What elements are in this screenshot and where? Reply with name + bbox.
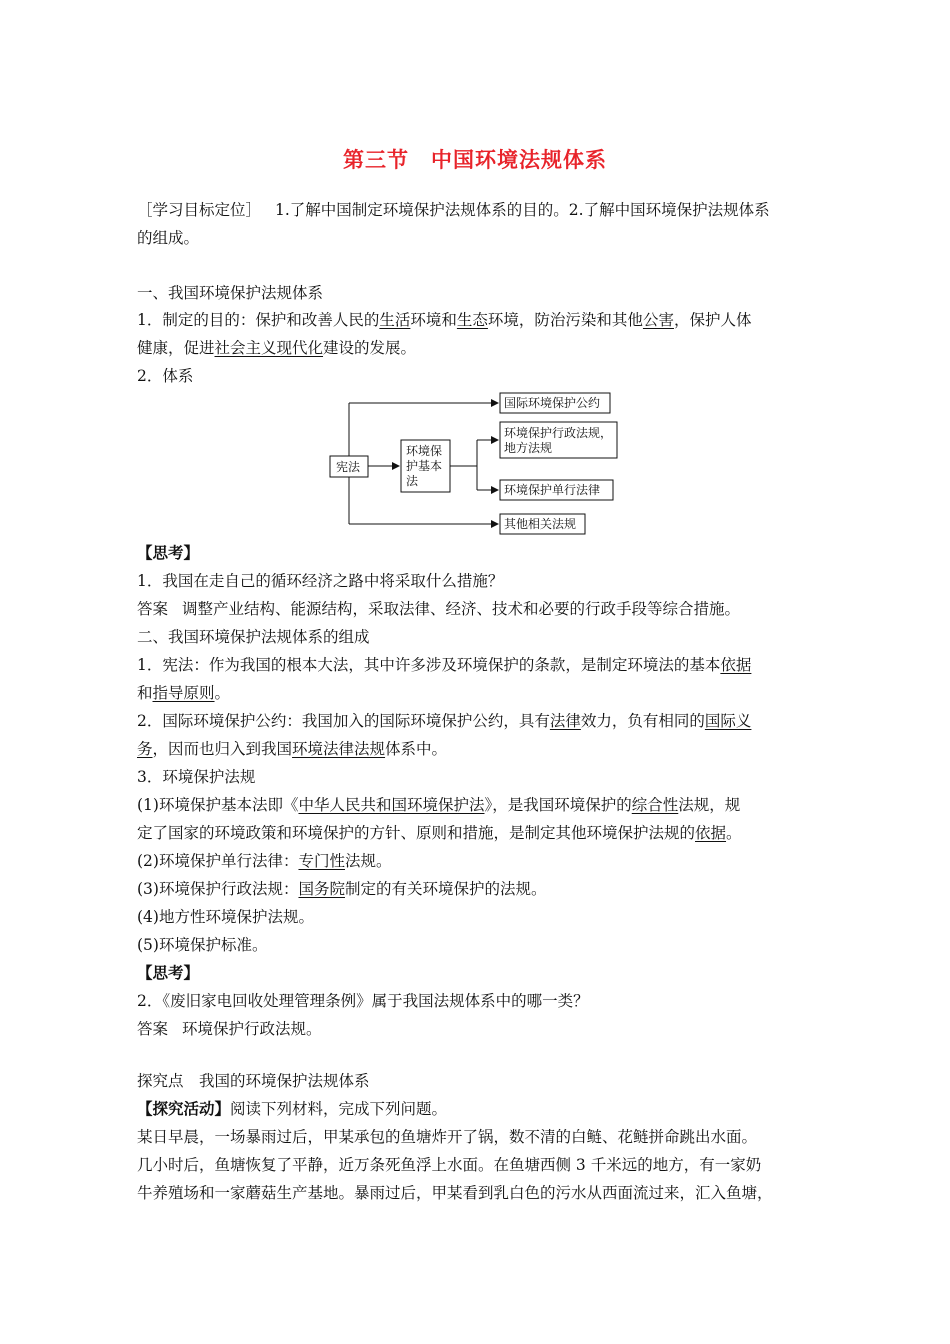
admin-regulation-label-2: 地方法规 xyxy=(504,441,553,455)
text-run: ，因而也归入到我国 xyxy=(152,740,293,758)
text-run: 。 xyxy=(214,684,231,702)
answer-blank: 生态 xyxy=(456,311,488,329)
think2-answer xyxy=(137,1019,827,1039)
text-run: (1)环境保护基本法即《 xyxy=(137,796,299,814)
item3 xyxy=(137,879,827,899)
explore-heading: 探究点 我国的环境保护法规体系 xyxy=(137,1072,370,1090)
single-law-label: 环境保护单行法律 xyxy=(504,483,601,497)
text-run: 环境，防治污染和其他 xyxy=(487,311,643,329)
answer-blank: 中华人民共和国环境保护法 xyxy=(298,796,485,814)
basic-law-label-1: 环境保 xyxy=(406,444,443,458)
section2-point1-line2 xyxy=(137,683,827,703)
think1-question: 1．我国在走自己的循环经济之路中将采取什么措施？ xyxy=(137,572,504,590)
item4: (4)地方性环境保护法规。 xyxy=(137,908,314,926)
text-run: (3)环境保护行政法规： xyxy=(137,880,299,898)
item2 xyxy=(137,851,827,871)
answer-label: 答案 xyxy=(137,1020,169,1038)
answer-text: 调整产业结构、能源结构，采取法律、经济、技术和必要的行政手段等综合措施。 xyxy=(182,600,741,618)
learning-goals-text: 1.了解中国制定环境保护法规体系的目的。2.了解中国环境保护法规体系 xyxy=(275,201,770,219)
section1-point1-line2 xyxy=(137,338,827,358)
think2-question: 2．《废旧家电回收处理管理条例》属于我国法规体系中的哪一类？ xyxy=(137,992,589,1010)
text-run: 1．宪法：作为我国的根本大法，其中许多涉及环境保护的条款，是制定环境法的基本 xyxy=(137,656,721,674)
text-run: 环境和 xyxy=(410,311,457,329)
admin-regulation-label-1: 环境保护行政法规， xyxy=(504,426,613,440)
text-run: 和 xyxy=(137,684,153,702)
answer-blank: 社会主义现代化 xyxy=(214,339,324,357)
answer-blank: 公害 xyxy=(642,311,674,329)
section1-point2: 2．体系 xyxy=(137,367,194,385)
answer-blank: 务 xyxy=(137,740,153,758)
section1-point1-line1 xyxy=(137,310,827,330)
material-line-1: 某日早晨，一场暴雨过后，甲某承包的鱼塘炸开了锅，数不清的白鲢、花鲢拼命跳出水面。 xyxy=(137,1128,758,1146)
answer-blank: 生活 xyxy=(379,311,411,329)
text-run: 效力，负有相同的 xyxy=(580,712,705,730)
text-run: 体系中。 xyxy=(385,740,448,758)
text-run: 法规。 xyxy=(344,852,392,870)
text-run: 法规，规 xyxy=(678,796,741,814)
text-run: 健康，促进 xyxy=(137,339,215,357)
item1-line2 xyxy=(137,823,827,843)
think1-label: 【思考】 xyxy=(137,544,200,562)
text-run: 》，是我国环境保护的 xyxy=(484,796,632,814)
section1-heading: 一、我国环境保护法规体系 xyxy=(137,284,324,302)
explore-activity xyxy=(137,1099,827,1119)
answer-blank: 法律 xyxy=(549,712,581,730)
learning-goals-line-1 xyxy=(137,200,827,220)
answer-blank: 指导原则 xyxy=(152,684,215,702)
answer-blank: 国际义 xyxy=(704,712,752,730)
material-line-3: 牛养殖场和一家蘑菇生产基地。暴雨过后，甲某看到乳白色的污水从西面流过来，汇入鱼塘， xyxy=(137,1184,773,1202)
answer-blank: 依据 xyxy=(720,656,752,674)
answer-blank: 专门性 xyxy=(298,852,345,870)
law-system-diagram xyxy=(320,388,630,538)
answer-text: 环境保护行政法规。 xyxy=(182,1020,322,1038)
section2-heading: 二、我国环境保护法规体系的组成 xyxy=(137,628,370,646)
item1-line1 xyxy=(137,795,827,815)
section2-point2-line2 xyxy=(137,739,827,759)
answer-blank: 综合性 xyxy=(631,796,679,814)
basic-law-label-2: 护基本 xyxy=(406,459,443,473)
think2-label: 【思考】 xyxy=(137,964,200,982)
page-title: 第三节 中国环境法规体系 xyxy=(343,148,607,172)
constitution-label: 宪法 xyxy=(336,460,361,474)
text-run: ，保护人体 xyxy=(673,311,752,329)
explore-activity-text: 阅读下列材料，完成下列问题。 xyxy=(230,1100,448,1118)
section2-point2-line1 xyxy=(137,711,827,731)
basic-law-label-3: 法 xyxy=(406,474,419,488)
think1-answer xyxy=(137,599,827,619)
item5: (5)环境保护标准。 xyxy=(137,936,268,954)
text-run: 1．制定的目的：保护和改善人民的 xyxy=(137,311,380,329)
material-line-2: 几小时后，鱼塘恢复了平静，近万条死鱼浮上水面。在鱼塘西侧 3 千米远的地方，有一家奶 xyxy=(137,1156,762,1174)
answer-label: 答案 xyxy=(137,600,169,618)
answer-blank: 依据 xyxy=(695,824,727,842)
other-regulation-label: 其他相关法规 xyxy=(504,517,577,531)
text-run: 。 xyxy=(726,824,742,842)
text-run: 定了国家的环境政策和环境保护的方针、原则和措施，是制定其他环境保护法规的 xyxy=(137,824,696,842)
learning-goals-line-2: 的组成。 xyxy=(137,229,200,247)
text-run: 建设的发展。 xyxy=(323,339,417,357)
section2-point1-line1 xyxy=(137,655,827,675)
connector-basic-law-branch xyxy=(450,440,477,490)
answer-blank: 环境法律法规 xyxy=(292,740,386,758)
text-run: 2．国际环境保护公约：我国加入的国际环境保护公约，具有 xyxy=(137,712,550,730)
section2-point3: 3．环境保护法规 xyxy=(137,768,256,786)
answer-blank: 国务院 xyxy=(298,880,345,898)
intl-convention-label: 国际环境保护公约 xyxy=(504,396,601,410)
explore-activity-label: 【探究活动】 xyxy=(137,1100,231,1118)
text-run: (2)环境保护单行法律： xyxy=(137,852,299,870)
text-run: 制定的有关环境保护的法规。 xyxy=(344,880,547,898)
learning-goals-label: ［学习目标定位］ xyxy=(137,201,262,219)
